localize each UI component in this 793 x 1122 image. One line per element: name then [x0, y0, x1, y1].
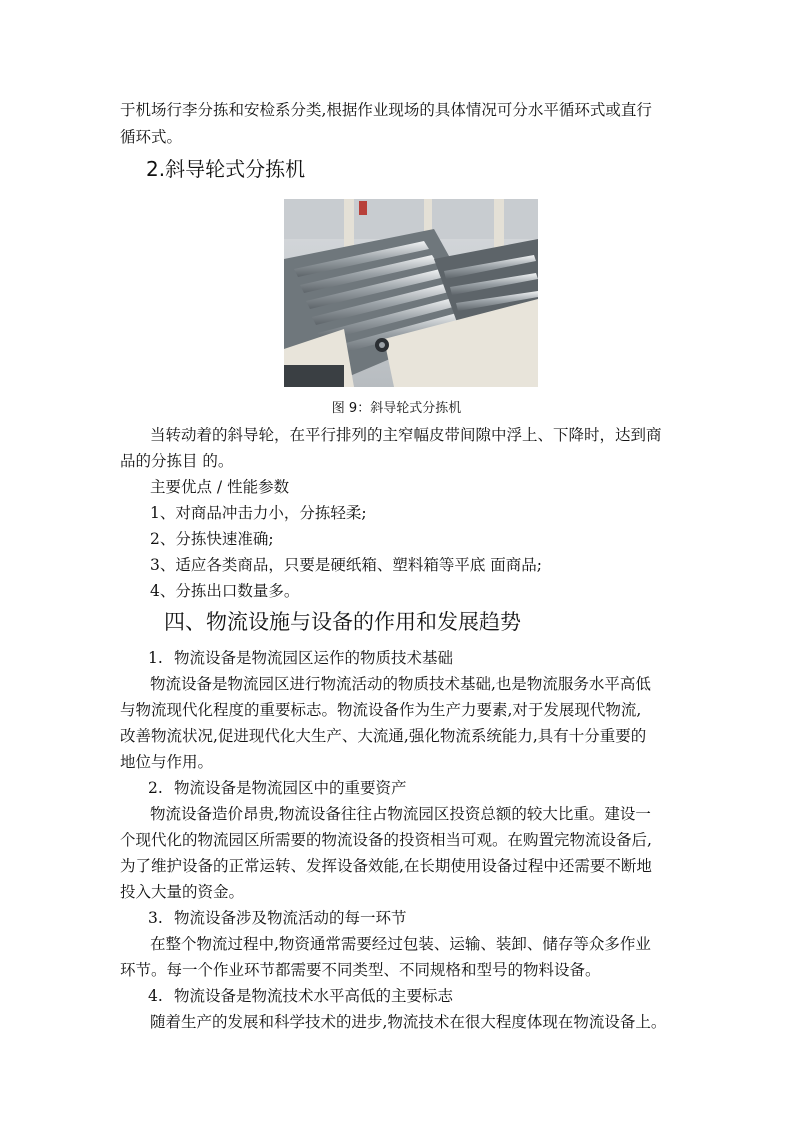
point-number: 2. [148, 779, 163, 797]
sorter-photo [284, 199, 538, 387]
advantages-title: 主要优点 / 性能参数 [150, 478, 290, 496]
desc-line-2: 品的分拣目 的。 [120, 452, 234, 470]
point-2-line-3: 为了维护设备的正常运转、发挥设备效能,在长期使用设备过程中还需要不断地 [120, 857, 652, 875]
point-title: 物流设备是物流园区中的重要资产 [174, 779, 407, 797]
advantage-item: 4、分拣出口数量多。 [150, 582, 300, 600]
point-title: 物流设备涉及物流活动的每一环节 [174, 909, 407, 927]
point-3-line-1: 在整个物流过程中,物资通常需要经过包装、运输、装卸、储存等众多作业 [150, 935, 651, 953]
desc-line-1: 当转动着的斜导轮，在平行排列的主窄幅皮带间隙中浮上、下降时，达到商 [150, 426, 662, 444]
figure-caption: 图 9：斜导轮式分拣机 [331, 401, 462, 416]
point-2-line-2: 个现代化的物流园区所需要的物流设备的投资相当可观。在购置完物流设备后, [120, 831, 652, 849]
point-heading-1 [148, 648, 453, 668]
advantage-item: 3、适应各类商品，只要是硬纸箱、塑料箱等平底 面商品; [150, 556, 543, 574]
point-2-line-1: 物流设备造价昂贵,物流设备往往占物流园区投资总额的较大比重。建设一 [150, 805, 651, 823]
advantage-item: 2、分拣快速准确; [150, 530, 274, 548]
advantage-item: 1、对商品冲击力小，分拣轻柔; [150, 504, 367, 522]
point-1-line-4: 地位与作用。 [120, 753, 214, 771]
point-number: 1. [148, 649, 163, 667]
point-heading-3 [148, 908, 407, 928]
point-title: 物流设备是物流技术水平高低的主要标志 [174, 987, 454, 1005]
point-1-line-1: 物流设备是物流园区进行物流活动的物质技术基础,也是物流服务水平高低 [150, 675, 651, 693]
point-1-line-2: 与物流现代化程度的重要标志。物流设备作为生产力要素,对于发展现代物流, [120, 701, 642, 719]
intro-line-2: 循环式。 [120, 128, 183, 146]
point-2-line-4: 投入大量的资金。 [120, 883, 245, 901]
point-3-line-2: 环节。每一个作业环节都需要不同类型、不同规格和型号的物料设备。 [120, 961, 601, 979]
point-number: 4. [148, 987, 163, 1005]
chapter-heading-4: 四、物流设施与设备的作用和发展趋势 [164, 610, 521, 634]
point-4-line-1: 随着生产的发展和科学技术的进步,物流技术在很大程度体现在物流设备上。 [150, 1013, 667, 1031]
point-title: 物流设备是物流园区运作的物质技术基础 [174, 649, 454, 667]
section-heading-2: 2.斜导轮式分拣机 [146, 157, 306, 181]
sorter-photo-illustration [284, 199, 538, 387]
intro-line-1: 于机场行李分拣和安检系分类,根据作业现场的具体情况可分水平循环式或直行 [120, 101, 652, 119]
point-number: 3. [148, 909, 163, 927]
point-heading-4 [148, 986, 453, 1006]
point-heading-2 [148, 778, 407, 798]
point-1-line-3: 改善物流状况,促进现代化大生产、大流通,强化物流系统能力,具有十分重要的 [120, 727, 647, 745]
